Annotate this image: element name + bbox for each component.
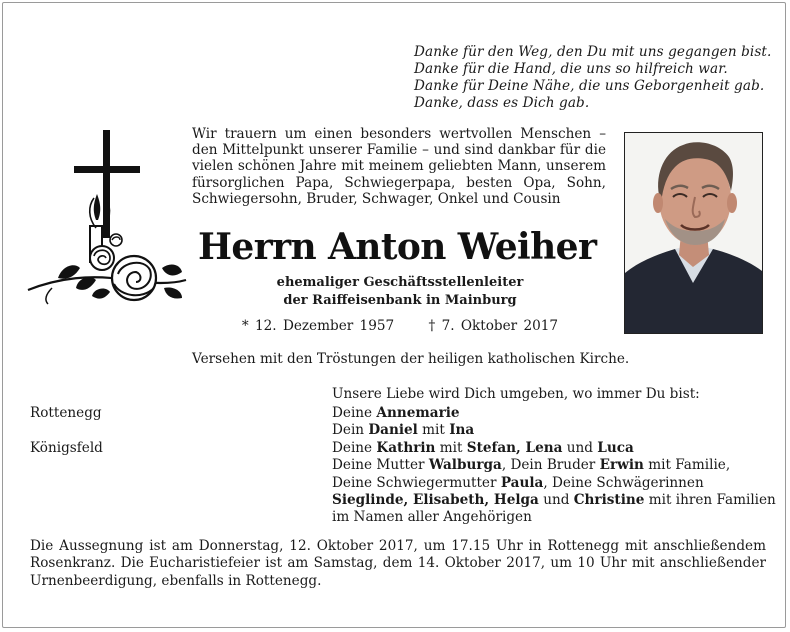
mourner-name: Christine [573, 492, 645, 509]
funeral-details: Die Aussegnung ist am Donnerstag, 12. Oktober 2017, um 17.15 Uhr in Rottenegg mit anschließendem Rosenkranz. Die Eucharistiefeier ist am Samstag, dem 14. Oktober 2017, um 10 Uhr mit anschließender Urnenbeerdigung, ebenfalls in Rottenegg. [30, 538, 766, 589]
poem-line: Danke für die Hand, die uns so hilfreich war. [414, 61, 728, 77]
mourner-name: Paula [500, 474, 544, 491]
mourner-text: Deine Schwiegermutter [332, 474, 501, 491]
cross-with-candle-and-roses-icon [22, 128, 192, 312]
mourner-text: mit ihren Familien [644, 492, 776, 509]
mourner-text: Dein [332, 422, 369, 439]
mourner-text: , Dein Bruder [501, 457, 600, 474]
death-date: † 7. Oktober 2017 [428, 318, 559, 334]
mourners-list [332, 405, 776, 527]
mourner-text: und [538, 492, 574, 509]
deceased-position [190, 274, 610, 310]
poem-line: Danke für Deine Nähe, die uns Geborgenheit gab. [414, 78, 765, 94]
mourner-text: mit [435, 439, 467, 456]
mourner-name: Daniel [368, 422, 418, 439]
deceased-name: Herrn Anton Weiher [198, 226, 597, 268]
mourning-intro: Wir trauern um einen besonders wertvollen Menschen – den Mittelpunkt unserer Familie – und sind dankbar für die vielen schönen Jahre mit meinem geliebten Mann, unserem fürsorglichen Papa, Schwiegerpapa, besten Opa, Sohn, Schwiegersohn, Bruder, Schwager, Onkel und Cousin [192, 126, 606, 207]
farewell-motto: Unsere Liebe wird Dich umgeben, wo immer Du bist: [332, 386, 700, 402]
mourner-text: mit Familie, [643, 457, 731, 474]
mourner-name: Sieglinde, Elisabeth, Helga [332, 492, 539, 509]
poem-line: Danke, dass es Dich gab. [414, 95, 590, 111]
portrait-photo [624, 132, 763, 334]
mourner-line [332, 492, 776, 509]
mourner-text: mit [417, 422, 450, 439]
position-line: ehemaliger Geschäftsstellenleiter [276, 275, 524, 290]
poem-line: Danke für den Weg, den Du mit uns gegangen bist. [414, 44, 772, 60]
mourner-line [332, 440, 772, 457]
mourner-line [332, 475, 772, 492]
mourner-line [332, 457, 772, 474]
mourner-text: Deine [332, 405, 377, 421]
mourner-name: Luca [597, 439, 634, 456]
place-koenigsfeld: Königsfeld [30, 440, 103, 456]
mourner-name: Kathrin [376, 439, 436, 456]
mourner-name: Annemarie [376, 405, 460, 421]
mourner-line [332, 422, 772, 439]
place-rottenegg: Rottenegg [30, 405, 102, 421]
mourner-line: im Namen aller Angehörigen [332, 509, 532, 526]
mourner-name: Stefan, Lena [466, 439, 563, 456]
life-dates [190, 318, 610, 334]
mourner-text: Deine Mutter [332, 457, 429, 474]
mourner-text: und [562, 439, 598, 456]
mourner-text: , Deine Schwägerinnen [543, 474, 704, 491]
sacrament-note: Versehen mit den Tröstungen der heiligen katholischen Kirche. [192, 351, 630, 367]
mourner-name: Walburga [428, 457, 502, 474]
mourner-line [332, 405, 772, 422]
mourner-name: Erwin [599, 457, 644, 474]
birth-date: * 12. Dezember 1957 [241, 318, 395, 334]
position-line: der Raiffeisenbank in Mainburg [283, 293, 517, 308]
mourner-text: Deine [332, 439, 377, 456]
mourner-name: Ina [449, 422, 475, 439]
thank-you-poem [414, 44, 774, 112]
